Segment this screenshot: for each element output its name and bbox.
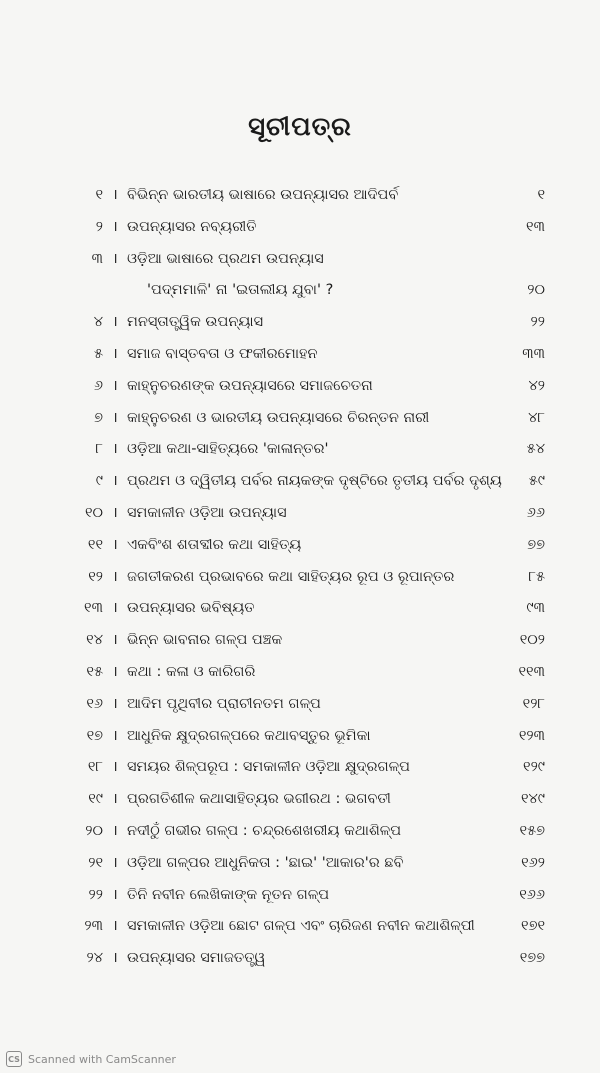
entry-page-number: ୧ [537,187,545,203]
entry-page-number: ୧୨୩ [518,727,545,744]
toc-entry [55,689,545,721]
entry-title-line: ଉପନ୍ୟାସର ଭବିଷ୍ୟତ [127,600,255,617]
entry-separator: । [112,187,118,203]
entry-title [127,434,545,466]
entry-separator: । [112,314,118,331]
entry-title [127,911,545,943]
entry-title [127,307,545,339]
entry-separator: । [112,663,118,680]
entry-separator: । [112,409,118,426]
entry-page-number: ୨୦ [527,282,545,299]
entry-title [127,562,545,594]
entry-page-number: ୫୯ [528,473,545,490]
entry-title-line: ଓଡ଼ିଆ ଗଳ୍ପର ଆଧୁନିକତା : 'ଛାଇ' 'ଆକାର'ର ଛବି [127,854,404,871]
entry-page-number: ୪୨ [528,377,545,394]
entry-page-number: ୬୬ [526,504,545,521]
entry-title-line: ଉପନ୍ୟାସର ନବ୍ୟରୀତି [127,218,257,235]
entry-title [127,593,545,625]
entry-separator: । [112,950,118,967]
entry-number: ୫ [93,345,103,362]
toc-entry [55,784,545,816]
table-of-contents [55,180,545,975]
entry-number: ୧୪ [86,632,103,649]
entry-title-line: ପ୍ରଗତିଶୀଳ କଥାସାହିତ୍ୟର ଭଗୀରଥ : ଭଗବତୀ [127,791,391,808]
entry-page-number: ୧୦୨ [519,632,545,649]
entry-separator: । [112,695,118,712]
entry-number: ୨୦ [85,822,103,839]
entry-number: ୨୧ [88,854,103,871]
camscanner-logo-icon: CS [6,1051,22,1067]
entry-page-number: ୯୩ [526,600,545,617]
entry-title-line: ସମାଜ ବାସ୍ତବତା ଓ ଫକୀରମୋହନ [127,345,318,362]
toc-entry [55,498,545,530]
entry-title [127,466,545,498]
entry-title [127,530,545,562]
entry-number: ୧ [95,187,103,203]
toc-entry [55,530,545,562]
scanner-watermark [0,1045,600,1073]
entry-title [127,721,545,753]
entry-page-number: ୧୪୯ [520,791,545,808]
entry-page-number: ୧୨୮ [522,695,545,712]
entry-page-number: ୧୫୭ [519,822,545,839]
entry-page-number: ୨୨ [530,314,545,331]
entry-number: ୩ [91,250,103,267]
entry-separator: । [112,791,118,808]
toc-entry [55,403,545,435]
entry-title [127,848,545,880]
entry-separator: । [112,441,118,458]
toc-entry [55,371,545,403]
toc-entry [55,339,545,371]
entry-separator: । [112,600,118,617]
entry-number: ୧୩ [84,600,103,617]
entry-number: ୧୧ [87,536,103,553]
entry-separator: । [112,632,118,649]
entry-number: ୧୯ [88,791,103,808]
entry-title [127,689,545,721]
entry-separator: । [112,568,118,585]
entry-number: ୭ [94,409,103,426]
watermark-label: Scanned with CamScanner [28,1052,176,1066]
entry-title-line: ଜଗତୀକରଣ ପ୍ରଭାବରେ କଥା ସାହିତ୍ୟର ରୂପ ଓ ରୂପାନ୍ତର [127,568,455,585]
entry-title-line: କାହ୍ନୁଚରଣଙ୍କ ଉପନ୍ୟାସରେ ସମାଜଚେତନା [127,377,373,394]
entry-page-number: ୭୭ [527,536,545,553]
entry-title-line: ତିନି ନବୀନ ଲେଖିକାଙ୍କ ନୂତନ ଗଳ୍ପ [127,886,330,903]
entry-page-number: ୧୧୩ [518,663,545,680]
entry-title [127,625,545,657]
entry-title-line: ସମକାଳୀନ ଓଡ଼ିଆ ଛୋଟ ଗଳ୍ପ ଏବଂ ଚାରିଜଣ ନବୀନ କଥାଶିଳ୍ପୀ [127,918,475,935]
entry-separator: । [112,854,118,871]
entry-title [127,371,545,403]
entry-title [127,403,545,435]
entry-title-line: କଥା : କଳା ଓ କାରିଗରି [127,663,256,680]
toc-entry [55,880,545,912]
entry-page-number: ୩୩ [522,345,545,362]
toc-entry [55,911,545,943]
entry-title [127,943,545,975]
entry-title [127,339,545,371]
entry-separator: । [112,727,118,744]
entry-title-line: ସମକାଳୀନ ଓଡ଼ିଆ ଉପନ୍ୟାସ [127,504,287,521]
entry-page-number: ୫୪ [526,441,545,458]
entry-title [127,212,545,244]
page-title: ସୂଚୀପତ୍ର [248,112,352,142]
toc-entry [55,943,545,975]
entry-page-number: ୧୩ [526,218,545,235]
entry-title-line-2: 'ପଦ୍ମମାଳି' ନା 'ଇତାଲୀୟ ଯୁବା' ? [147,282,334,299]
entry-page-number: ୮୫ [528,568,545,585]
entry-title [127,180,545,212]
entry-title [127,657,545,689]
entry-number: ୧୫ [86,663,103,680]
entry-number: ୨୨ [88,886,103,903]
entry-title [127,752,545,784]
entry-number: ୧୦ [84,504,103,521]
entry-title-line: ନଦୀଠୁଁ ଗଭୀର ଗଳ୍ପ : ଚନ୍ଦ୍ରଶେଖରୀୟ କଥାଶିଳ୍ପ [127,822,402,839]
entry-title-line: କାହ୍ନୁଚରଣ ଓ ଭାରତୀୟ ଉପନ୍ୟାସରେ ଚିରନ୍ତନ ନାରୀ [127,409,430,426]
entry-number: ୨୪ [86,950,103,967]
entry-title-line: ଏକବିଂଶ ଶତାବ୍ଦୀର କଥା ସାହିତ୍ୟ [127,536,302,553]
toc-entry [55,307,545,339]
entry-page-number: ୪୮ [528,409,545,426]
entry-page-number: ୧୭୭ [519,950,545,967]
entry-separator: । [112,536,118,553]
entry-title-line: ସମୟର ଶିଳ୍ପରୂପ : ସମକାଳୀନ ଓଡ଼ିଆ କ୍ଷୁଦ୍ରଗଳ୍ପ [127,759,410,776]
entry-separator: । [112,345,118,362]
toc-entry [55,180,545,212]
entry-title [127,816,545,848]
toc-entry [55,434,545,466]
toc-entry [55,721,545,753]
entry-page-number: ୧୭୧ [521,918,545,935]
toc-entry [55,816,545,848]
entry-separator: । [112,377,118,394]
entry-title-line: ଆଧୁନିକ କ୍ଷୁଦ୍ରଗଳ୍ପରେ କଥାବସ୍ତୁର ଭୂମିକା [127,727,371,744]
entry-number: ୧୮ [87,759,103,776]
entry-separator: । [112,822,118,839]
entry-number: ୧୭ [86,727,103,744]
entry-number: ୮ [95,441,103,458]
entry-page-number: ୧୬୨ [521,854,545,871]
entry-separator: । [112,759,118,776]
entry-title-line: ଓଡ଼ିଆ କଥା-ସାହିତ୍ୟରେ 'କାଳାନ୍ତର' [127,441,329,458]
entry-separator: । [112,918,118,935]
entry-title-line: ଉପନ୍ୟାସର ସମାଜତତ୍ତ୍ୱ [127,950,266,967]
entry-number: ୪ [93,314,103,331]
toc-entry [55,625,545,657]
entry-number: ୨ [95,218,103,235]
entry-title-line: ମନସ୍ତାତ୍ତ୍ୱିକ ଉପନ୍ୟାସ [127,314,264,331]
entry-separator: । [112,473,118,490]
toc-entry [55,466,545,498]
entry-number: ୧୨ [88,568,103,585]
entry-separator: । [112,218,118,235]
entry-title-line: ଓଡ଼ିଆ ଭାଷାରେ ପ୍ରଥମ ଉପନ୍ୟାସ [127,250,324,267]
entry-separator: । [112,504,118,521]
toc-entry [55,657,545,689]
toc-entry [55,752,545,784]
toc-entry [55,562,545,594]
entry-number: ୯ [95,473,103,490]
entry-title-line: ଆଦିମ ପୃଥିବୀର ପ୍ରାଚୀନତମ ଗଳ୍ପ [127,695,321,712]
entry-title-line: ଭିନ୍ନ ଭାବନାର ଗଳ୍ପ ପଞ୍ଚକ [127,632,283,649]
entry-separator: । [112,250,118,267]
entry-title [127,498,545,530]
entry-title-line: ବିଭିନ୍ନ ଭାରତୀୟ ଭାଷାରେ ଉପନ୍ୟାସର ଆଦିପର୍ବ [127,187,399,203]
entry-number: ୬ [93,377,103,394]
entry-page-number: ୧୬୬ [519,886,545,903]
entry-title [127,784,545,816]
entry-title-line: ପ୍ରଥମ ଓ ଦ୍ୱିତୀୟ ପର୍ବର ନାୟକଙ୍କ ଦୃଷ୍ଟିରେ ତୃତୀୟ ପର୍ବର ଦୃଶ୍ୟ [127,473,502,490]
entry-title [127,244,545,308]
entry-number: ୨୩ [84,918,103,935]
entry-number: ୧୬ [86,695,103,712]
toc-entry [55,848,545,880]
toc-entry [55,593,545,625]
toc-entry [55,212,545,244]
entry-separator: । [112,886,118,903]
entry-page-number: ୧୨୯ [523,759,545,776]
entry-title [127,880,545,912]
toc-entry [55,244,545,308]
